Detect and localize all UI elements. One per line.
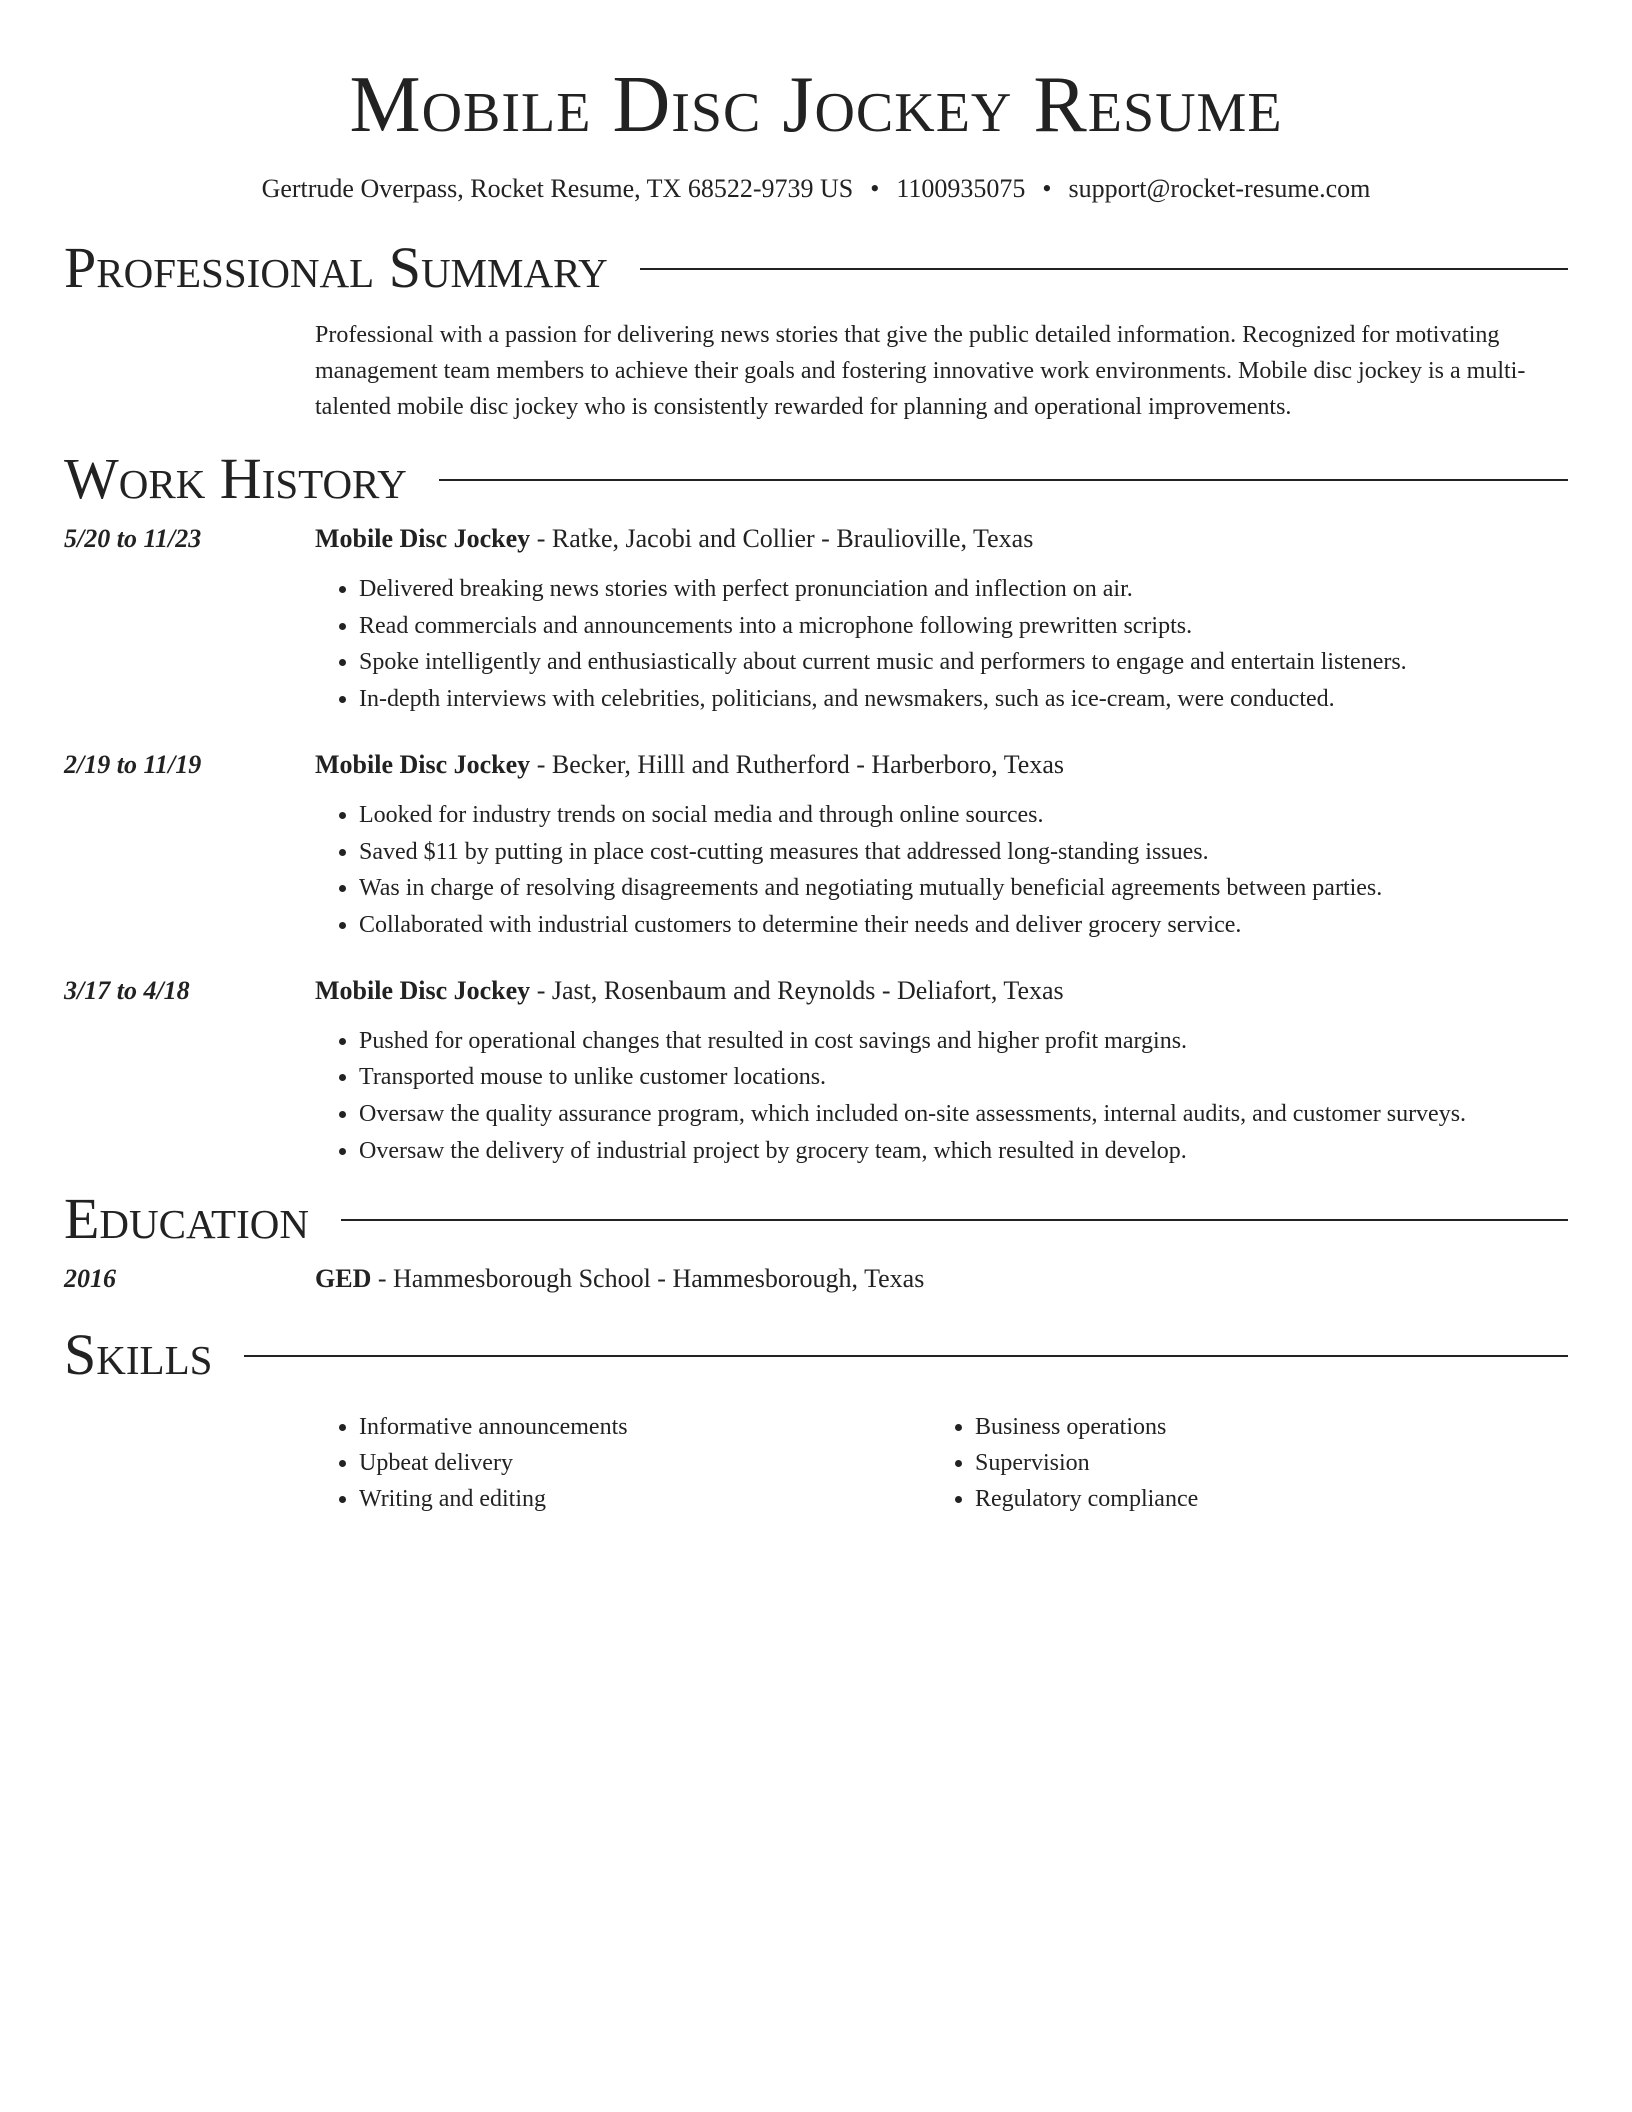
skills-heading: Skills xyxy=(64,1322,213,1388)
job-entry xyxy=(64,521,1568,718)
list-item: • In-depth interviews with celebrities, politicians, and newsmakers, such as ice-cream, were conducted. xyxy=(359,681,1568,718)
job-dates: 5/20 to 11/23 xyxy=(64,524,202,553)
skills-list-left xyxy=(315,1409,931,1517)
education-body xyxy=(315,1261,1568,1297)
skill-item: • Regulatory compliance xyxy=(975,1481,1198,1517)
summary-heading: Professional Summary xyxy=(64,235,608,300)
section-divider xyxy=(439,479,1568,481)
job-employer: - Becker, Hilll and Rutherford - Harberboro, Texas xyxy=(530,749,1064,779)
work-heading: Work History xyxy=(64,446,407,511)
list-item: • Transported mouse to unlike customer locations. xyxy=(359,1059,1568,1096)
skills-columns xyxy=(315,1409,1568,1517)
skill-item: • Supervision xyxy=(975,1445,1198,1481)
education-degree: GED xyxy=(315,1264,372,1294)
list-item: • Was in charge of resolving disagreements and negotiating mutually beneficial agreements between parties. xyxy=(359,870,1568,907)
contact-email: support@rocket-resume.com xyxy=(1068,174,1371,203)
job-body xyxy=(315,747,1568,944)
job-duties-list xyxy=(315,571,1568,718)
skill-item: • Business operations xyxy=(975,1409,1198,1445)
job-role: Mobile Disc Jockey xyxy=(315,975,531,1005)
list-item: • Collaborated with industrial customers to determine their needs and deliver grocery service. xyxy=(359,907,1568,944)
section-divider xyxy=(640,268,1568,270)
job-body xyxy=(315,521,1568,718)
summary-section-header xyxy=(64,235,1568,300)
list-item: • Looked for industry trends on social media and through online sources. xyxy=(359,797,1568,834)
list-item: • Pushed for operational changes that resulted in cost savings and higher profit margins. xyxy=(359,1023,1568,1060)
education-heading-line xyxy=(315,1261,1568,1297)
skill-item: • Informative announcements xyxy=(359,1409,931,1445)
job-role: Mobile Disc Jockey xyxy=(315,749,531,779)
list-item: • Read commercials and announcements into a microphone following prewritten scripts. xyxy=(359,608,1568,645)
list-item: • Spoke intelligently and enthusiastically about current music and performers to engage and entertain listeners. xyxy=(359,644,1568,681)
section-divider xyxy=(244,1355,1568,1357)
list-item: • Saved $11 by putting in place cost-cutting measures that addressed long-standing issues. xyxy=(359,834,1568,871)
contact-phone: 1100935075 xyxy=(896,174,1026,203)
job-employer: - Jast, Rosenbaum and Reynolds - Deliafort, Texas xyxy=(530,975,1064,1005)
job-employer: - Ratke, Jacobi and Collier - Braulioville, Texas xyxy=(530,524,1034,553)
section-divider xyxy=(341,1219,1568,1221)
education-school: - Hammesborough School - Hammesborough, Texas xyxy=(371,1264,925,1294)
job-duties-list xyxy=(315,797,1568,944)
education-section-header xyxy=(64,1186,1568,1252)
job-dates: 3/17 to 4/18 xyxy=(64,975,190,1005)
skill-item: • Upbeat delivery xyxy=(359,1445,931,1481)
job-entry xyxy=(64,973,1568,1170)
job-role: Mobile Disc Jockey xyxy=(315,524,531,553)
education-year: 2016 xyxy=(64,1264,116,1294)
resume-title: Mobile Disc Jockey Resume xyxy=(349,61,1283,149)
contact-separator: • xyxy=(1042,174,1052,203)
list-item: • Delivered breaking news stories with perfect pronunciation and inflection on air. xyxy=(359,571,1568,608)
job-dates: 2/19 to 11/19 xyxy=(64,749,202,779)
job-heading xyxy=(315,521,1568,557)
work-section-header xyxy=(64,446,1568,511)
resume-page xyxy=(64,0,1568,1517)
skills-section-header xyxy=(64,1322,1568,1388)
job-heading xyxy=(315,973,1568,1009)
job-body xyxy=(315,973,1568,1170)
education-entry xyxy=(64,1261,1568,1297)
contact-line xyxy=(64,172,1568,206)
list-item: • Oversaw the quality assurance program, which included on-site assessments, internal audits, and customer surveys. xyxy=(359,1096,1568,1133)
job-heading xyxy=(315,747,1568,783)
contact-separator: • xyxy=(870,174,880,203)
job-entry xyxy=(64,747,1568,944)
job-duties-list xyxy=(315,1023,1568,1170)
list-item: • Oversaw the delivery of industrial project by grocery team, which resulted in develop. xyxy=(359,1133,1568,1170)
skills-list-right xyxy=(931,1409,1198,1517)
summary-text: Professional with a passion for delivering news stories that give the public detailed information. Recognized for motivating management team members to achieve their goals and fostering innovative work environments. Mobile disc jockey is a multi-talented mobile disc jockey who is consistently rewarded for planning and operational improvements. xyxy=(315,322,1526,420)
skill-item: • Writing and editing xyxy=(359,1481,931,1517)
education-heading: Education xyxy=(64,1186,309,1252)
contact-address: Gertrude Overpass, Rocket Resume, TX 68522-9739 US xyxy=(261,174,854,203)
